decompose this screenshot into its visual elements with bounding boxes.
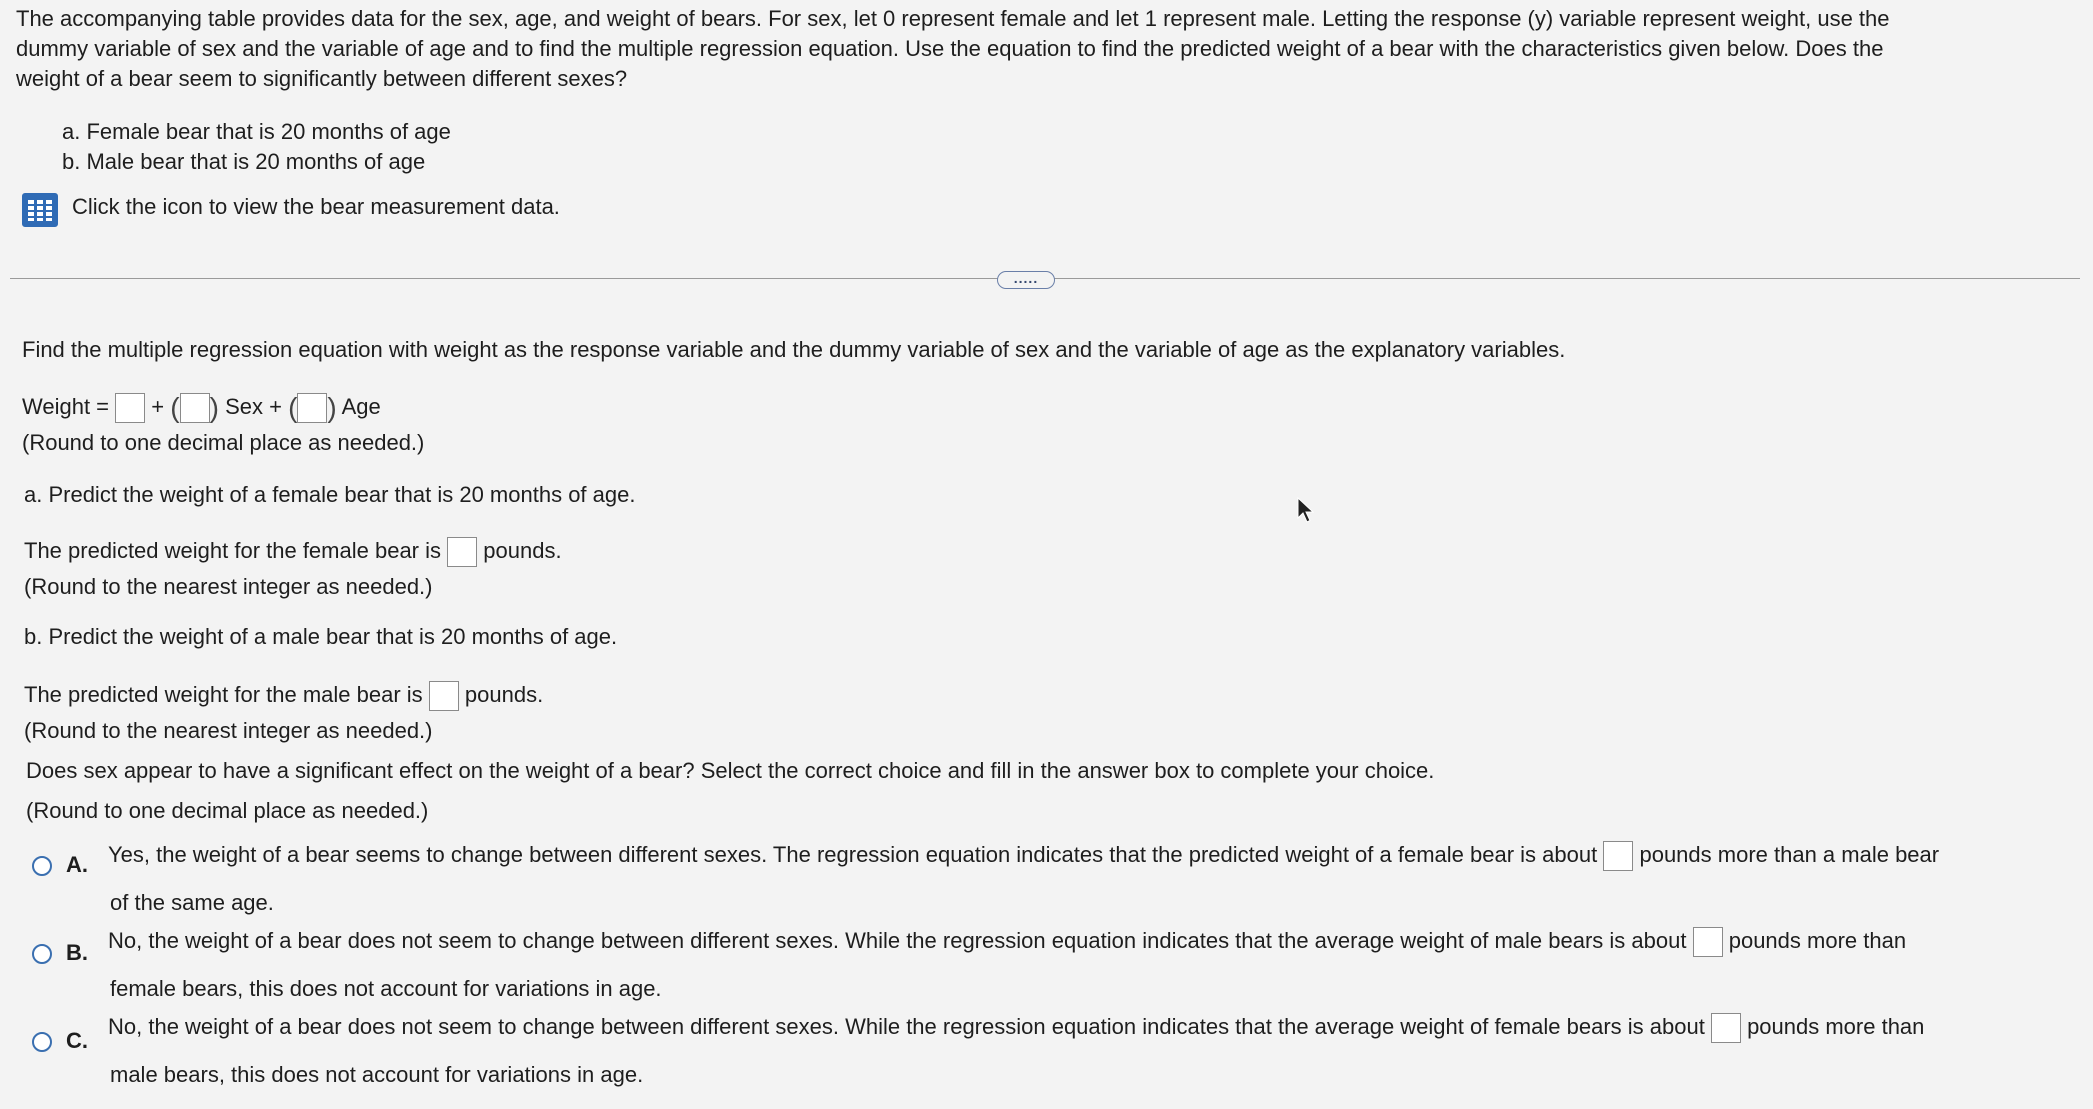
mouse-pointer-icon: [1296, 496, 1316, 529]
expand-more-button[interactable]: .....: [997, 271, 1055, 289]
part-b-round-note: (Round to the nearest integer as needed.): [24, 718, 433, 743]
paren-close-icon: ): [327, 392, 337, 424]
data-link[interactable]: Click the icon to view the bear measurement data.: [72, 194, 560, 219]
female-weight-input[interactable]: [447, 537, 477, 567]
choice-a-text-post: pounds more than a male bear: [1639, 842, 1940, 867]
eq-weight-label: Weight =: [22, 394, 110, 419]
eq-age-label: Age: [341, 394, 381, 419]
choice-c-text-post: pounds more than: [1747, 1014, 1925, 1039]
choice-a-letter: A.: [66, 852, 88, 877]
part-a-answer-post: pounds.: [483, 538, 562, 563]
part-a-answer: [24, 536, 562, 567]
choice-a-radio[interactable]: [32, 856, 52, 881]
choice-b-line-1: [108, 926, 1906, 957]
choice-c-input[interactable]: [1711, 1013, 1741, 1043]
part-a-prompt: a. Predict the weight of a female bear that is 20 months of age.: [24, 482, 636, 507]
significance-prompt: Does sex appear to have a significant effect on the weight of a bear? Select the correct choice and fill in the answer box to complete your choice.: [26, 758, 1435, 783]
intro-line-1: The accompanying table provides data for the sex, age, and weight of bears. For sex, let 0 represent female and let 1 represent male. Letting the response (y) variable represent weight, use the: [16, 6, 1890, 31]
choice-b-text-pre: No, the weight of a bear does not seem to change between different sexes. While the regression equation indicates that the average weight of male bears is about: [108, 928, 1687, 953]
paren-open-icon: (: [170, 392, 180, 424]
choice-b-radio[interactable]: [32, 944, 52, 969]
sex-coefficient-input[interactable]: [180, 393, 210, 423]
intercept-input[interactable]: [115, 393, 145, 423]
age-coefficient-input[interactable]: [297, 393, 327, 423]
part-b-prompt: b. Predict the weight of a male bear that is 20 months of age.: [24, 624, 618, 649]
item-a: a. Female bear that is 20 months of age: [62, 119, 451, 144]
paren-close-icon: ): [209, 392, 219, 424]
part-a-round-note: (Round to the nearest integer as needed.): [24, 574, 433, 599]
significance-round-note: (Round to one decimal place as needed.): [26, 798, 429, 823]
choice-c-text-pre: No, the weight of a bear does not seem to change between different sexes. While the regression equation indicates that the average weight of female bears is about: [108, 1014, 1705, 1039]
choice-a-text-pre: Yes, the weight of a bear seems to change between different sexes. The regression equation indicates that the predicted weight of a female bear is about: [108, 842, 1598, 867]
intro-line-3: weight of a bear seem to significantly between different sexes?: [16, 66, 628, 91]
part-b-answer-pre: The predicted weight for the male bear is: [24, 682, 423, 707]
male-weight-input[interactable]: [429, 681, 459, 711]
choice-b-text-post: pounds more than: [1728, 928, 1907, 953]
choice-a-input[interactable]: [1603, 841, 1633, 871]
eq-sex-label: Sex +: [225, 394, 282, 419]
eq-plus: +: [151, 394, 165, 419]
choice-c-radio[interactable]: [32, 1032, 52, 1057]
choice-a-line-2: of the same age.: [110, 890, 274, 915]
paren-open-icon: (: [288, 392, 298, 424]
eq-round-note: (Round to one decimal place as needed.): [22, 430, 425, 455]
intro-line-2: dummy variable of sex and the variable of age and to find the multiple regression equation. Use the equation to find the predicted weight of a bear with the characteristics given below. Does the: [16, 36, 1884, 61]
table-grid-icon[interactable]: [22, 193, 58, 227]
choice-b-input[interactable]: [1693, 927, 1723, 957]
regression-equation: [22, 392, 381, 423]
choice-a-line-1: [108, 840, 1939, 871]
part-b-answer: [24, 680, 543, 711]
choice-c-line-2: male bears, this does not account for variations in age.: [110, 1062, 644, 1087]
choice-c-letter: C.: [66, 1028, 88, 1053]
item-b: b. Male bear that is 20 months of age: [62, 149, 426, 174]
choice-c-line-1: [108, 1012, 1924, 1043]
part-b-answer-post: pounds.: [464, 682, 544, 707]
choice-b-line-2: female bears, this does not account for variations in age.: [110, 976, 662, 1001]
part-a-answer-pre: The predicted weight for the female bear is: [24, 538, 442, 563]
choice-b-letter: B.: [66, 940, 88, 965]
instruction: Find the multiple regression equation with weight as the response variable and the dummy variable of sex and the variable of age as the explanatory variables.: [22, 337, 1566, 362]
